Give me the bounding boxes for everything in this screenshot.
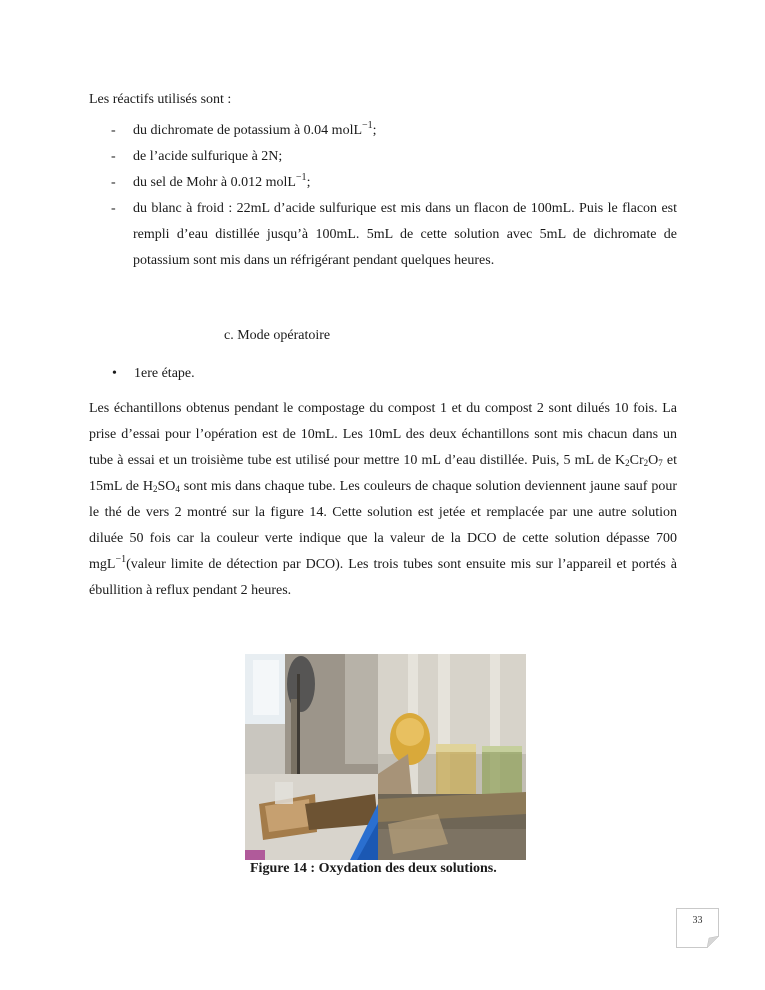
subscript: 2	[643, 458, 649, 468]
reagent-text: de l’acide sulfurique à 2N;	[133, 149, 283, 164]
reagent-tail: ;	[306, 175, 311, 190]
para-text: Les échantillons obtenus pendant le compostage du compost 1 et du compost 2 sont dilués 10 fois. La prise d’essai pour l’opération est de 10mL. Les 10mL des deux échantillons sont mis chacun dans un tube à essai et un troisième tube est utilisé pour mettre 10 mL d’eau distillée. Puis, 5 mL de K	[89, 401, 677, 468]
para-text: et 15mL de H	[89, 453, 677, 494]
page-number: 33	[692, 915, 703, 926]
para-text: Cr	[629, 453, 644, 468]
step-label: 1ere étape.	[134, 366, 195, 381]
list-dash: -	[111, 175, 116, 190]
bullet-icon: •	[112, 366, 117, 381]
subscript: 2	[153, 484, 158, 494]
reagent-text: du dichromate de potassium à 0.04 molL	[133, 123, 363, 138]
para-text: sont mis dans chaque tube. Les couleurs de chaque solution deviennent jaune sauf pour le thé de vers 2 montré sur la figure 14. Cette solution est jetée et remplacée par une autre solution diluée 50 fois car la couleur verte indique que la valeur de la DCO de cette solution dépasse 700 mgL	[89, 479, 677, 572]
exponent: −1	[115, 554, 127, 565]
list-item	[89, 196, 677, 274]
page-fold-icon	[707, 936, 719, 948]
lab-photo-right-drawing	[378, 654, 526, 860]
figure-caption: Figure 14 : Oxydation des deux solutions.	[250, 861, 497, 876]
lab-photo-left	[245, 654, 378, 860]
reagent-tail: ;	[372, 123, 377, 138]
para-text: O	[648, 453, 659, 468]
reagent-text: du blanc à froid : 22mL d’acide sulfurique est mis dans un flacon de 100mL. Puis le flacon est rempli d’eau distillée jusqu’à 100mL. 5mL de cette solution avec 5mL de dichromate de potassium sont mis dans un réfrigérant pendant quelques heures.	[133, 201, 677, 268]
section-title: c. Mode opératoire	[224, 328, 331, 343]
intro-text: Les réactifs utilisés sont :	[89, 92, 232, 107]
list-item	[89, 144, 677, 170]
lab-photo-left-drawing	[245, 654, 378, 860]
exponent: −1	[295, 172, 307, 183]
list-dash: -	[111, 123, 116, 138]
procedure-paragraph	[89, 396, 677, 604]
reagent-text: du sel de Mohr à 0.012 molL	[133, 175, 296, 190]
para-text: (valeur limite de détection par DCO). Les trois tubes sont ensuite mis sur l’appareil et portés à ébullition à reflux pendant 2 heures.	[89, 557, 677, 598]
list-item	[89, 118, 677, 144]
figure-14	[245, 654, 526, 860]
list-item	[89, 170, 677, 196]
reagent-list	[89, 118, 677, 274]
exponent: −1	[362, 120, 373, 131]
subscript: 7	[658, 458, 663, 468]
list-dash: -	[111, 149, 116, 164]
page-number-box	[676, 908, 719, 948]
subscript: 4	[175, 484, 180, 494]
para-text: SO	[157, 479, 176, 494]
subscript: 2	[625, 458, 630, 468]
lab-photo-right	[378, 654, 526, 860]
list-dash: -	[111, 201, 116, 216]
